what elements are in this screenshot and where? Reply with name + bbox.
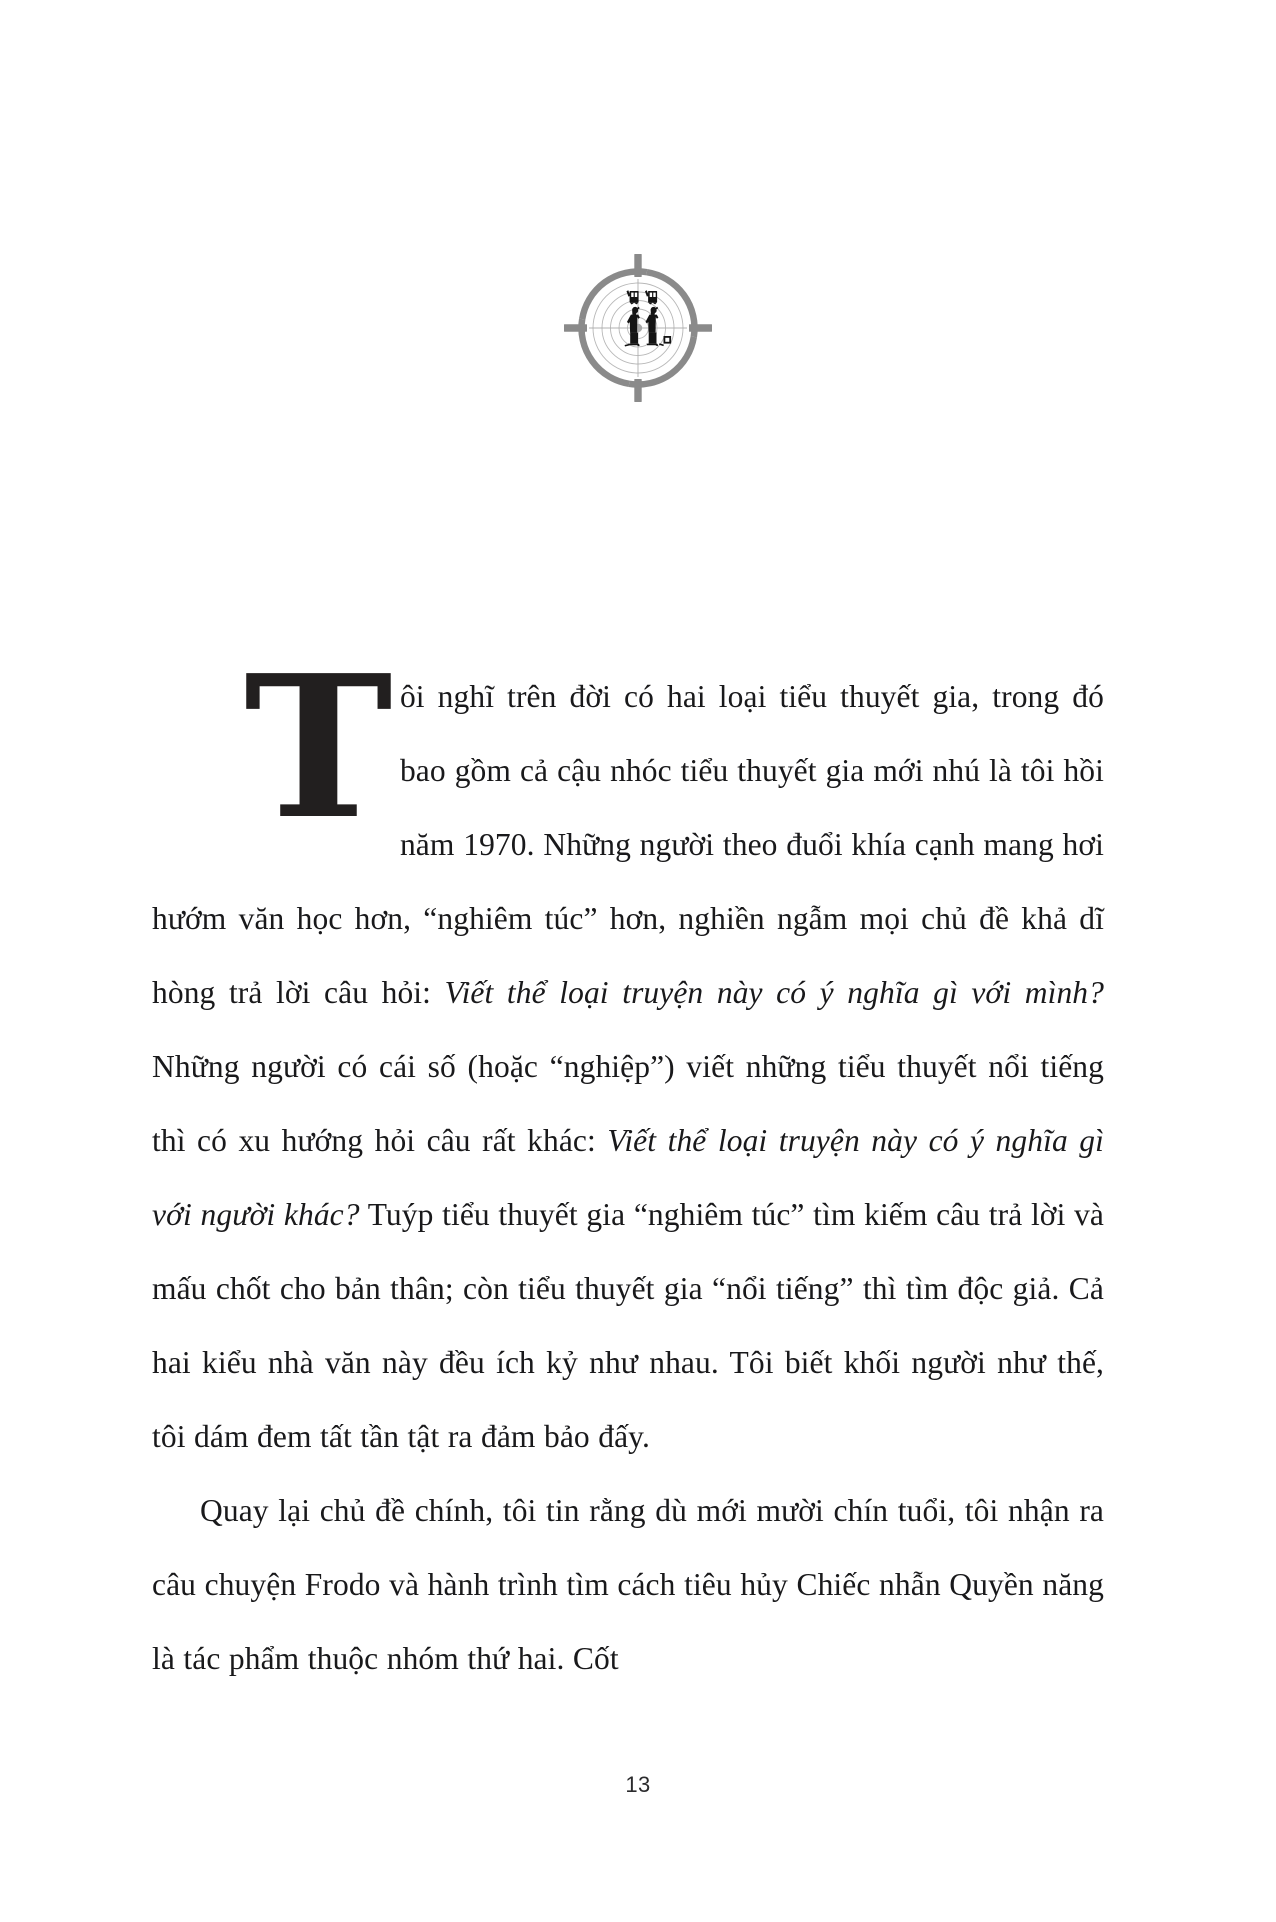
- paragraph-1-run-5: Tuýp tiểu thuyết gia “nghiêm túc” tìm kiếm câu trả lời và mấu chốt cho bản thân; còn tiểu thuyết gia “nổi tiếng” thì tìm độc giả. Cả hai kiểu nhà văn này đều ích kỷ như nhau. Tôi biết khối người như thế, tôi dám đem tất tần tật ra đảm bảo đấy.: [152, 1197, 1104, 1454]
- paragraph-1-run-3: Những người có cái số (hoặc “nghiệp”) viết những tiểu thuyết nổi tiếng thì có xu hướng hỏi câu rất khác:: [152, 1049, 1104, 1158]
- chapter-ornament: [0, 252, 1276, 404]
- page-number: 13: [625, 1772, 651, 1797]
- paragraph-1-run-2-italic: Viết thể loại truyện này có ý nghĩa gì với mình?: [444, 975, 1104, 1010]
- paragraph-1-run-4-italic: Viết thể loại truyện này có ý nghĩa gì với người khác?: [152, 1123, 1104, 1232]
- drop-cap: T: [244, 633, 393, 863]
- paragraph-1-run-1: ôi nghĩ trên đời có hai loại tiểu thuyết gia, trong đó bao gồm cả cậu nhóc tiểu thuyết gia mới nhú là tôi hồi năm 1970. Những người theo đuổi khía cạnh mang hơi hướm văn học hơn, “nghiêm túc” hơn, nghiền ngẫm mọi chủ đề khả dĩ hòng trả lời câu hỏi:: [152, 679, 1104, 1010]
- paragraph-1: [152, 633, 1104, 1474]
- body-text: [152, 633, 1104, 1696]
- crosshair-target-reticle-icon: [562, 252, 714, 404]
- paragraph-2-run-1: Quay lại chủ đề chính, tôi tin rằng dù mới mười chín tuổi, tôi nhận ra câu chuyện Frodo và hành trình tìm cách tiêu hủy Chiếc nhẫn Quyền năng là tác phẩm thuộc nhóm thứ hai. Cốt: [152, 1493, 1104, 1676]
- paragraph-2: [152, 1474, 1104, 1696]
